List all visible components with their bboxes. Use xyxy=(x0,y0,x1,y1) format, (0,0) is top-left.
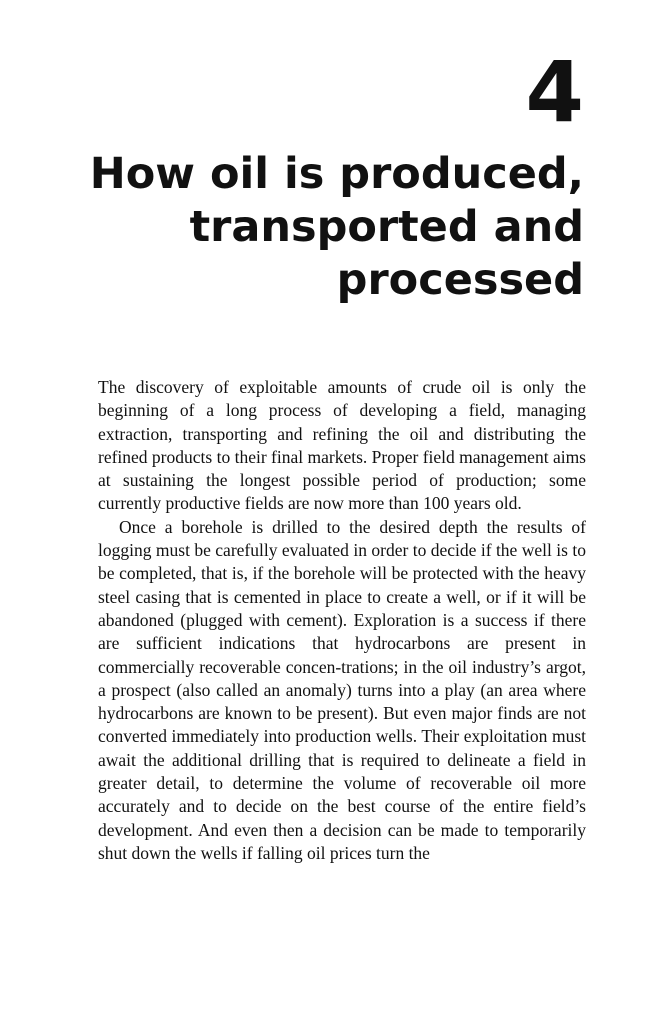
chapter-title-line: How oil is produced, xyxy=(89,149,584,199)
chapter-number: 4 xyxy=(525,43,584,141)
paragraph: Once a borehole is drilled to the desired depth the results of logging must be carefully evaluated in order to decide if the well is to be completed, that is, if the borehole will be protected with the heavy steel casing that is cemented in place to create a well, or if it will be abandoned (plugged with cement). Exploration is a success if there are sufficient indications that hydrocarbons are present in commercially recoverable concen-trations; in the oil industry’s argot, a prospect (also called an anomaly) turns into a play (an area where hydrocarbons are known to be present). But even major finds are not converted immediately into production wells. Their exploitation must await the additional drilling that is required to delineate a field in greater detail, to determine the volume of recoverable oil more accurately and to decide on the best course of the entire field’s development. And even then a decision can be made to temporarily shut down the wells if falling oil prices turn the xyxy=(98,516,586,863)
body-text xyxy=(98,376,586,865)
paragraph: The discovery of exploitable amounts of crude oil is only the beginning of a long process of developing a field, managing extraction, transporting and refining the oil and distributing the refined products to their final markets. Proper field management aims at sustaining the longest possible period of production; some currently productive fields are now more than 100 years old. xyxy=(98,377,586,514)
chapter-title xyxy=(64,148,584,307)
chapter-title-line: processed xyxy=(336,255,584,305)
chapter-title-line: transported and xyxy=(189,202,584,252)
